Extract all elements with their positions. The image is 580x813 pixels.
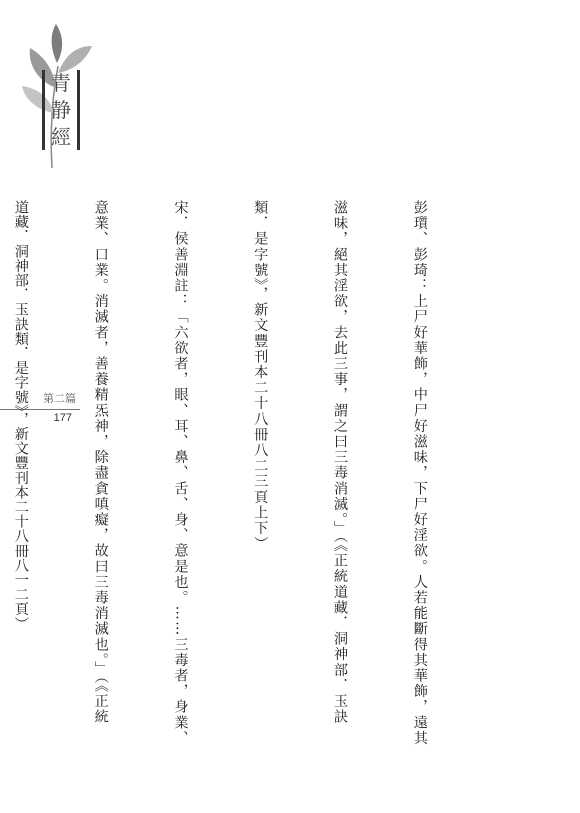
logo-char: 静 [51, 97, 71, 122]
book-title-logo [42, 70, 80, 150]
text-column: 類．是字號》，新文豐刊本二十八冊八二三頁上下） [252, 200, 269, 552]
text-column: 滋味，絕其淫欲，去此三事，謂之曰三毒消滅。」（《正統道藏．洞神部．玉訣 [332, 200, 349, 725]
vertical-text-body [0, 200, 486, 746]
text-column: 道藏．洞神部．玉訣類．是字號》，新文豐刊本二十八冊八一二頁） [12, 200, 29, 631]
text-column: 宋．侯善淵註：「六欲者，眼、耳、鼻、舌、身、意是也。……三毒者，身業、 [172, 200, 189, 746]
page-number: 177 [53, 412, 72, 424]
text-column: 彭瓆、彭琦：上尸好華飾，中尸好滋味，下尸好淫欲。人若能斷得其華飾，遠其 [411, 200, 428, 746]
logo-char: 經 [51, 124, 71, 149]
text-column: 意業、口業。消滅者，善養精炁神，除盡貪嗔癡，故曰三毒消滅也。」（《正統 [92, 200, 109, 725]
chapter-label: 第二篇 [43, 392, 76, 405]
logo-char: 青 [51, 71, 71, 96]
